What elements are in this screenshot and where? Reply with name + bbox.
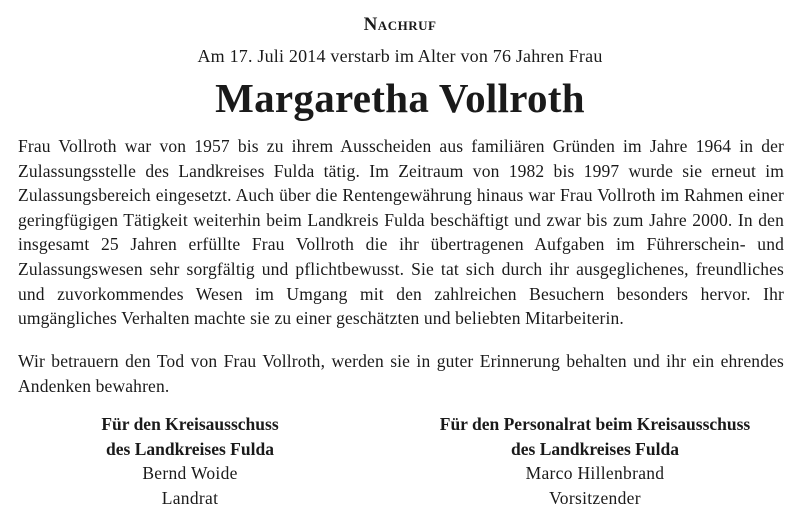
biography-paragraph: Frau Vollroth war von 1957 bis zu ihrem Ausscheiden aus familiären Gründen im Jahre 1964 in der Zulassungsstelle des Landkreises Fulda tätig. Im Zeitraum von 1982 bis 1997 wurde sie erneut im Zulassungsbereich eingesetzt. Auch über die Rentengewährung hinaus war Frau Vollroth im Rahmen einer geringfügigen Tätigkeit weiterhin beim Landkreis Fulda beschäftigt und zwar bis zum Jahre 2000. In den insgesamt 25 Jahren erfüllte Frau Vollroth die ihr übertragenen Aufgaben im Führerschein- und Zulassungswesen sehr sorgfältig und pflichtbewusst. Sie tat sich durch ihr ausgeglichenes, freundliches und zuvorkommendes Wesen im Umgang mit den zahlreichen Besuchern besonders hervor. Ihr umgängliches Verhalten machte sie zu einer geschätzten und beliebten Mitarbeiterin. — [18, 136, 784, 329]
signature-block-personalrat — [395, 412, 795, 510]
signature-person: Marco Hillenbrand — [525, 463, 665, 483]
condolence-paragraph: Wir betrauern den Tod von Frau Vollroth, werden sie in guter Erinnerung behalten und ihr ein ehrendes Andenken bewahren. — [18, 351, 784, 396]
signature-org-line: Für den Kreisausschuss — [101, 414, 279, 434]
signature-role: Landrat — [161, 487, 219, 508]
signature-org-line: Für den Personalrat beim Kreisausschuss — [439, 414, 751, 434]
signature-org-line: des Landkreises Fulda — [106, 438, 274, 459]
signature-role: Vorsitzender — [549, 487, 641, 508]
notice-heading: Nachruf — [363, 14, 437, 35]
signature-person: Bernd Woide — [142, 463, 238, 483]
signature-org-line: des Landkreises Fulda — [511, 438, 679, 459]
signature-block-kreisausschuss — [40, 412, 340, 510]
notice-intro: Am 17. Juli 2014 verstarb im Alter von 76 Jahren Frau — [197, 46, 603, 66]
deceased-name: Margaretha Vollroth — [215, 75, 585, 121]
